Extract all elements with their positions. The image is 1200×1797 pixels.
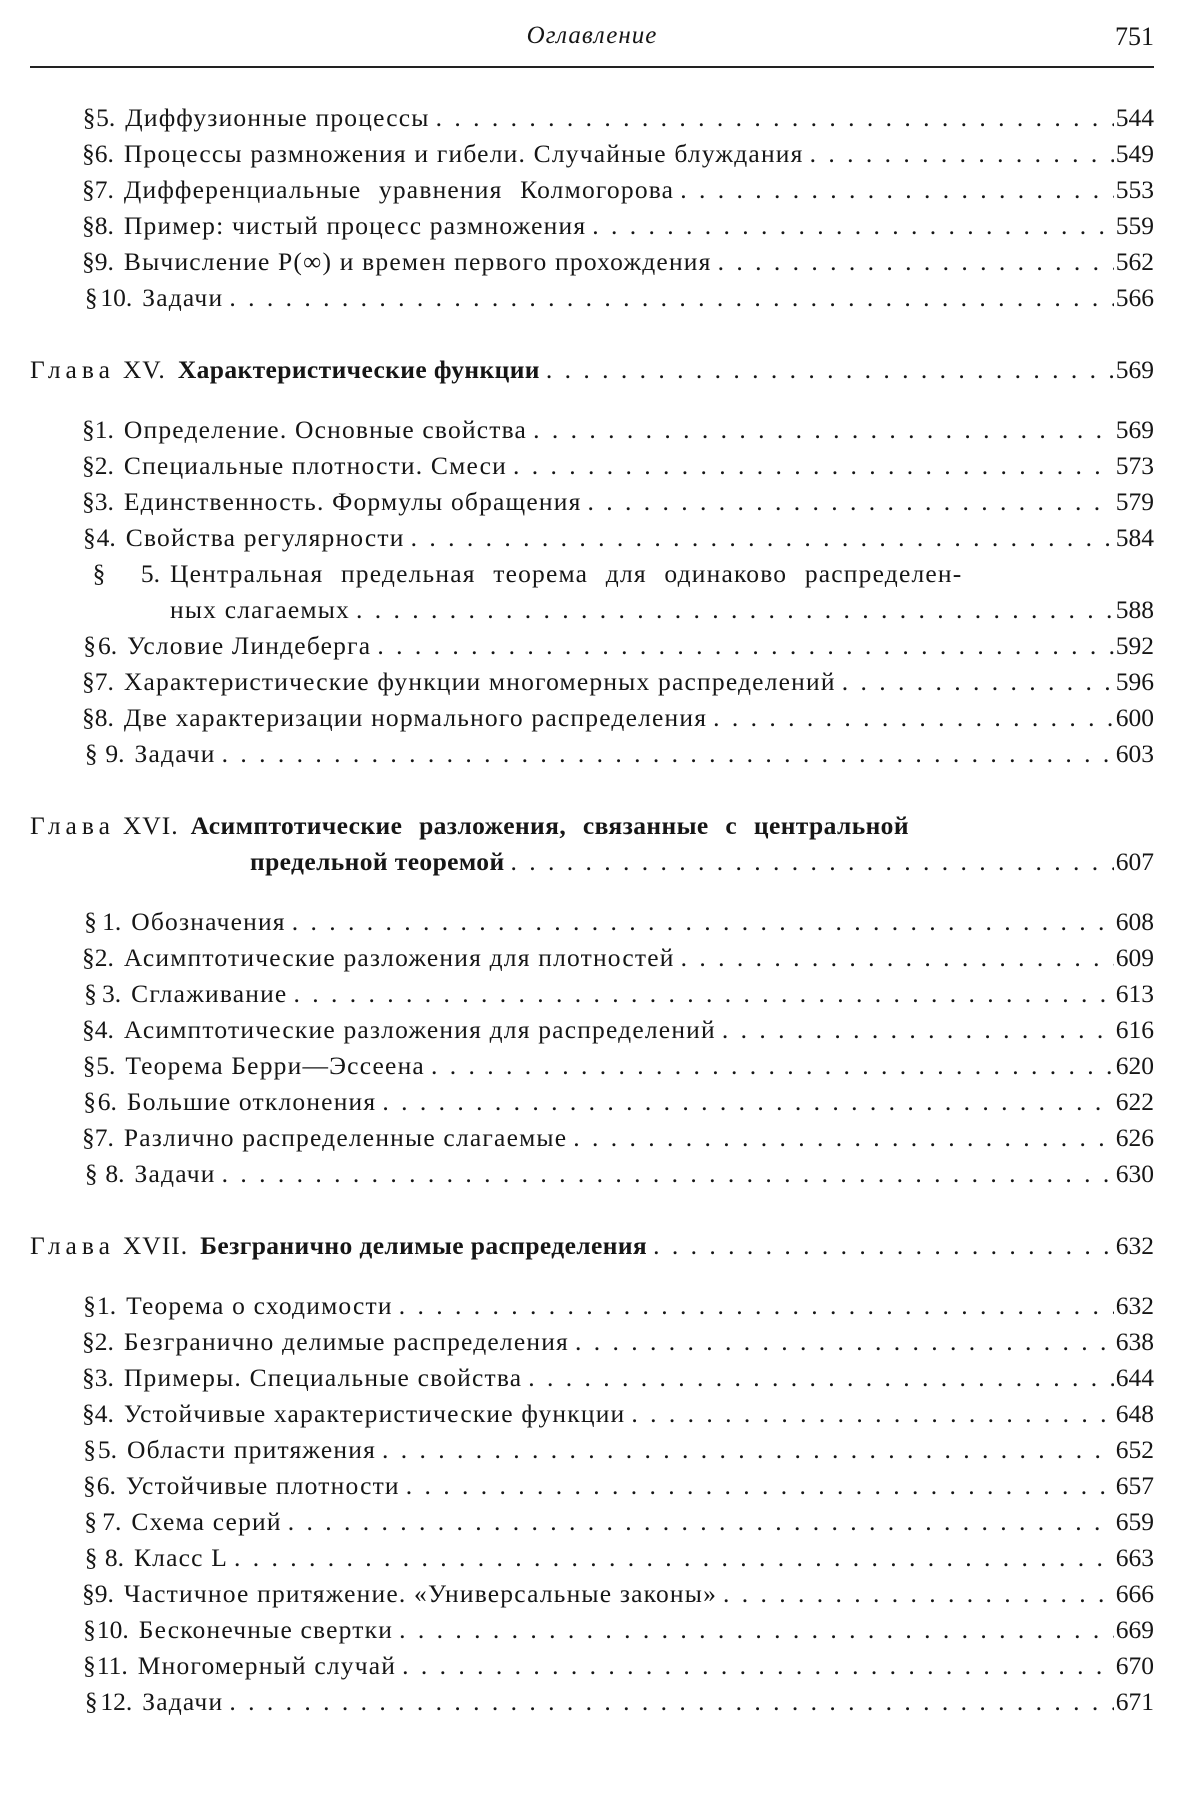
- dot-leader: [625, 1396, 1113, 1432]
- section-sign: §: [82, 943, 95, 972]
- chapter-number: XVI.: [122, 811, 179, 840]
- section-sign: §: [82, 1471, 96, 1500]
- dot-leader: [216, 1156, 1114, 1192]
- section-title-continuation: ных слагаемых: [170, 595, 350, 624]
- section-sign: §: [84, 1159, 98, 1188]
- section-title: Вычисление P(∞) и времен первого прохождения: [123, 247, 712, 276]
- toc-section-entry: [30, 1612, 1154, 1648]
- section-page: 613: [1115, 979, 1154, 1008]
- section-title: Класс L: [133, 1543, 229, 1572]
- toc-section-entry: [30, 1396, 1154, 1432]
- section-sign: §: [82, 1327, 95, 1356]
- section-title: Области притяжения: [126, 1435, 377, 1464]
- section-number: 8.: [94, 211, 114, 240]
- toc-section-entry: [30, 1648, 1154, 1684]
- section-sign: §: [83, 1615, 96, 1644]
- section-title: Примеры. Специальные свойства: [123, 1363, 523, 1392]
- chapter-page: 607: [1115, 847, 1154, 876]
- section-page: 559: [1115, 211, 1154, 240]
- section-page: 600: [1115, 703, 1154, 732]
- chapter-number: XV.: [122, 355, 166, 384]
- section-title: Условие Линдеберга: [127, 631, 372, 660]
- section-page: 579: [1115, 487, 1154, 516]
- section-title: Безгранично делимые распределения: [123, 1327, 569, 1356]
- section-number: 7.: [94, 667, 114, 696]
- toc-section-entry: [30, 1084, 1154, 1120]
- section-page: 644: [1115, 1363, 1154, 1392]
- section-title: Частичное притяжение. «Универсальные законы»: [123, 1579, 718, 1608]
- section-title: Специальные плотности. Смеси: [123, 451, 507, 480]
- section-sign: §: [82, 139, 95, 168]
- section-sign: §: [82, 175, 95, 204]
- dot-leader: [707, 700, 1114, 736]
- toc-section-entry: [30, 556, 1154, 592]
- dot-leader: [371, 628, 1113, 664]
- toc-section-entry: [30, 628, 1154, 664]
- toc-chapter-entry: [30, 808, 1154, 844]
- chapter-title-continuation: предельной теоремой: [250, 847, 505, 876]
- toc-section-entry: [30, 1156, 1154, 1192]
- dot-leader: [716, 1012, 1114, 1048]
- section-sign: §: [82, 1399, 95, 1428]
- section-sign: §: [82, 1123, 95, 1152]
- dot-leader: [675, 940, 1114, 976]
- toc-section-entry: [30, 136, 1154, 172]
- section-sign: §: [84, 1687, 98, 1716]
- dot-leader: [287, 976, 1113, 1012]
- section-page: 652: [1115, 1435, 1155, 1464]
- dot-leader: [836, 664, 1114, 700]
- section-page: 566: [1115, 283, 1154, 312]
- toc-section-entry: [30, 976, 1154, 1012]
- section-page: 648: [1115, 1399, 1154, 1428]
- section-sign: §: [82, 1579, 95, 1608]
- section-page: 592: [1115, 631, 1154, 660]
- dot-leader: [228, 1540, 1114, 1576]
- toc-section-entry: [30, 280, 1154, 316]
- toc-section-entry: [30, 412, 1154, 448]
- section-title: Две характеризации нормального распределения: [123, 703, 708, 732]
- dot-leader: [507, 448, 1114, 484]
- section-title: Характеристические функции многомерных распределений: [123, 667, 836, 696]
- section-sign: §: [82, 1051, 96, 1080]
- dot-leader: [430, 100, 1114, 136]
- section-title: Задачи: [134, 739, 216, 768]
- dot-leader: [223, 1684, 1113, 1720]
- section-page: 622: [1115, 1087, 1154, 1116]
- section-number: 4.: [94, 1015, 114, 1044]
- section-sign: §: [82, 1363, 95, 1392]
- toc-section-entry: [30, 700, 1154, 736]
- dot-leader: [717, 1576, 1114, 1612]
- section-sign: §: [82, 211, 95, 240]
- toc-section-entry: [30, 1432, 1154, 1468]
- section-number: 2.: [94, 1327, 114, 1356]
- dot-leader: [350, 592, 1114, 628]
- dot-leader: [396, 1648, 1114, 1684]
- section-title: Определение. Основные свойства: [123, 415, 528, 444]
- dot-leader: [505, 844, 1114, 880]
- dot-leader: [582, 484, 1114, 520]
- section-number: 7.: [102, 1507, 122, 1536]
- section-number: 4.: [94, 1399, 114, 1428]
- dot-leader: [223, 280, 1113, 316]
- section-page: 670: [1115, 1651, 1154, 1680]
- section-title: Задачи: [142, 1687, 224, 1716]
- section-number: 6.: [96, 1471, 116, 1500]
- section-page: 671: [1115, 1687, 1154, 1716]
- toc-section-entry: [30, 244, 1154, 280]
- section-number: 6.: [97, 1087, 117, 1116]
- section-number: 4.: [96, 523, 116, 552]
- section-sign: §: [84, 1507, 97, 1536]
- toc-section-entry: [30, 1540, 1154, 1576]
- section-number: 1.: [94, 415, 114, 444]
- section-title: Единственность. Формулы обращения: [123, 487, 582, 516]
- section-number: 9.: [105, 739, 125, 768]
- section-title: Центральная предельная теорема для одинаково распределен-: [170, 559, 963, 588]
- section-title: Диффузионные процессы: [125, 103, 430, 132]
- toc-section-entry: [30, 1576, 1154, 1612]
- dot-leader: [376, 1084, 1113, 1120]
- section-title: Асимптотические разложения для плотностей: [123, 943, 675, 972]
- section-number: 5.: [96, 1051, 116, 1080]
- toc-section-entry: [30, 1288, 1154, 1324]
- chapter-page: 569: [1115, 355, 1154, 384]
- section-number: 9.: [94, 247, 114, 276]
- section-title: Сглаживание: [131, 979, 288, 1008]
- toc-section-entry: [30, 208, 1154, 244]
- section-sign: §: [83, 1435, 96, 1464]
- section-page: 632: [1115, 1291, 1154, 1320]
- section-sign: §: [82, 247, 95, 276]
- section-number: 1.: [97, 1291, 117, 1320]
- dot-leader: [400, 1468, 1114, 1504]
- section-page: 584: [1115, 523, 1154, 552]
- chapter-word: Глава: [30, 355, 115, 384]
- section-page: 609: [1115, 943, 1154, 972]
- toc-section-entry: [30, 172, 1154, 208]
- dot-leader: [540, 352, 1114, 388]
- dot-leader: [569, 1324, 1114, 1360]
- dot-leader: [405, 520, 1114, 556]
- section-title: Различно распределенные слагаемые: [123, 1123, 568, 1152]
- dot-leader: [286, 904, 1114, 940]
- dot-leader: [527, 412, 1114, 448]
- dot-leader: [647, 1228, 1114, 1264]
- dot-leader: [586, 208, 1113, 244]
- section-number: 6.: [94, 139, 114, 168]
- section-title: Пример: чистый процесс размножения: [123, 211, 587, 240]
- toc-chapter-continuation: [30, 844, 1154, 880]
- section-number: 8.: [94, 703, 114, 732]
- section-sign: §: [92, 559, 106, 588]
- section-sign: §: [82, 523, 96, 552]
- section-title: Теорема Берри—Эссеена: [125, 1051, 425, 1080]
- toc-chapter-entry: [30, 352, 1154, 388]
- section-title: Задачи: [134, 1159, 216, 1188]
- section-title: Большие отклонения: [126, 1087, 377, 1116]
- section-page: 562: [1115, 247, 1154, 276]
- section-number: 6.: [98, 631, 118, 660]
- chapter-page: 632: [1115, 1231, 1154, 1260]
- section-number: 3.: [94, 1363, 114, 1392]
- section-number: 2.: [94, 451, 114, 480]
- section-title: Теорема о сходимости: [126, 1291, 393, 1320]
- section-sign: §: [83, 631, 97, 660]
- toc-section-entry: [30, 1012, 1154, 1048]
- section-sign: §: [84, 1543, 98, 1572]
- section-sign: §: [82, 667, 95, 696]
- section-number: 12.: [100, 1687, 133, 1716]
- section-page: 666: [1115, 1579, 1154, 1608]
- section-page: 626: [1115, 1123, 1154, 1152]
- page-number: 751: [1115, 22, 1154, 51]
- toc-section-entry: [30, 484, 1154, 520]
- toc-section-entry: [30, 664, 1154, 700]
- section-page: 616: [1115, 1015, 1154, 1044]
- section-page: 657: [1115, 1471, 1154, 1500]
- section-number: 9.: [94, 1579, 114, 1608]
- section-title: Задачи: [142, 283, 224, 312]
- section-sign: §: [84, 283, 98, 312]
- toc-section-entry: [30, 1048, 1154, 1084]
- section-sign: §: [82, 703, 95, 732]
- dot-leader: [567, 1120, 1113, 1156]
- section-title: Свойства регулярности: [125, 523, 405, 552]
- section-sign: §: [84, 979, 97, 1008]
- dot-leader: [376, 1432, 1114, 1468]
- chapter-title: Характеристические функции: [177, 355, 540, 384]
- chapter-title: Безгранично делимые распределения: [200, 1231, 648, 1260]
- section-page: 596: [1115, 667, 1154, 696]
- section-number: 8.: [104, 1543, 124, 1572]
- section-page: 620: [1115, 1051, 1154, 1080]
- toc-section-entry: [30, 520, 1154, 556]
- section-sign: §: [83, 1651, 96, 1680]
- dot-leader: [425, 1048, 1114, 1084]
- dot-leader: [712, 244, 1114, 280]
- section-number: 5.: [96, 103, 116, 132]
- section-title: Процессы размножения и гибели. Случайные блуждания: [123, 139, 804, 168]
- section-sign: §: [82, 103, 96, 132]
- section-page: 638: [1115, 1327, 1154, 1356]
- dot-leader: [393, 1612, 1114, 1648]
- chapter-word: Глава: [30, 1231, 115, 1260]
- dot-leader: [282, 1504, 1114, 1540]
- section-page: 659: [1115, 1507, 1155, 1536]
- section-number: 10.: [96, 1615, 129, 1644]
- section-sign: §: [83, 1291, 96, 1320]
- section-title: Многомерный случай: [137, 1651, 397, 1680]
- section-number: 1.: [102, 907, 122, 936]
- page-header: [30, 22, 1154, 62]
- toc-section-entry: [30, 1360, 1154, 1396]
- dot-leader: [522, 1360, 1113, 1396]
- section-number: 5.: [97, 1435, 117, 1464]
- section-number: 2.: [94, 943, 114, 972]
- section-number: 5.: [140, 559, 160, 588]
- section-page: 630: [1115, 1159, 1154, 1188]
- section-number: 7.: [94, 175, 114, 204]
- section-page: 603: [1115, 739, 1154, 768]
- section-sign: §: [82, 415, 95, 444]
- toc-section-entry: [30, 448, 1154, 484]
- toc-section-entry: [30, 100, 1154, 136]
- header-rule: [30, 66, 1154, 68]
- section-page: 544: [1115, 103, 1154, 132]
- section-sign: §: [84, 907, 97, 936]
- section-title: Схема серий: [131, 1507, 282, 1536]
- chapter-word: Глава: [30, 811, 115, 840]
- section-sign: §: [82, 487, 95, 516]
- section-number: 3.: [94, 487, 114, 516]
- section-title: Устойчивые плотности: [125, 1471, 400, 1500]
- section-page: 569: [1115, 415, 1154, 444]
- section-page: 573: [1115, 451, 1154, 480]
- section-page: 608: [1115, 907, 1154, 936]
- section-sign: §: [82, 1015, 95, 1044]
- section-page: 549: [1115, 139, 1154, 168]
- section-title: Устойчивые характеристические функции: [123, 1399, 626, 1428]
- running-title: Оглавление: [526, 22, 658, 49]
- dot-leader: [393, 1288, 1114, 1324]
- section-sign: §: [82, 451, 95, 480]
- toc-section-entry: [30, 1504, 1154, 1540]
- toc-section-entry: [30, 1468, 1154, 1504]
- toc-section-entry: [30, 1684, 1154, 1720]
- toc-chapter-entry: [30, 1228, 1154, 1264]
- dot-leader: [216, 736, 1114, 772]
- section-page: 553: [1115, 175, 1154, 204]
- toc-section-entry: [30, 1120, 1154, 1156]
- section-number: 3.: [102, 979, 122, 1008]
- toc-section-entry: [30, 904, 1154, 940]
- section-page: 663: [1115, 1543, 1155, 1572]
- chapter-title: Асимптотические разложения, связанные с центральной: [190, 811, 909, 840]
- toc-section-entry: [30, 736, 1154, 772]
- section-number: 11.: [96, 1651, 128, 1680]
- dot-leader: [674, 172, 1114, 208]
- section-title: Дифференциальные уравнения Колмогорова: [123, 175, 675, 204]
- chapter-number: XVII.: [122, 1231, 189, 1260]
- toc-section-continuation: [30, 592, 1154, 628]
- section-number: 8.: [105, 1159, 125, 1188]
- section-page: 588: [1115, 595, 1154, 624]
- section-title: Асимптотические разложения для распределений: [123, 1015, 716, 1044]
- section-number: 10.: [100, 283, 133, 312]
- dot-leader: [804, 136, 1114, 172]
- section-sign: §: [83, 1087, 96, 1116]
- section-title: Бесконечные свертки: [138, 1615, 394, 1644]
- section-sign: §: [84, 739, 98, 768]
- section-title: Обозначения: [131, 907, 286, 936]
- section-page: 669: [1115, 1615, 1154, 1644]
- toc-section-entry: [30, 1324, 1154, 1360]
- section-number: 7.: [94, 1123, 114, 1152]
- toc-section-entry: [30, 940, 1154, 976]
